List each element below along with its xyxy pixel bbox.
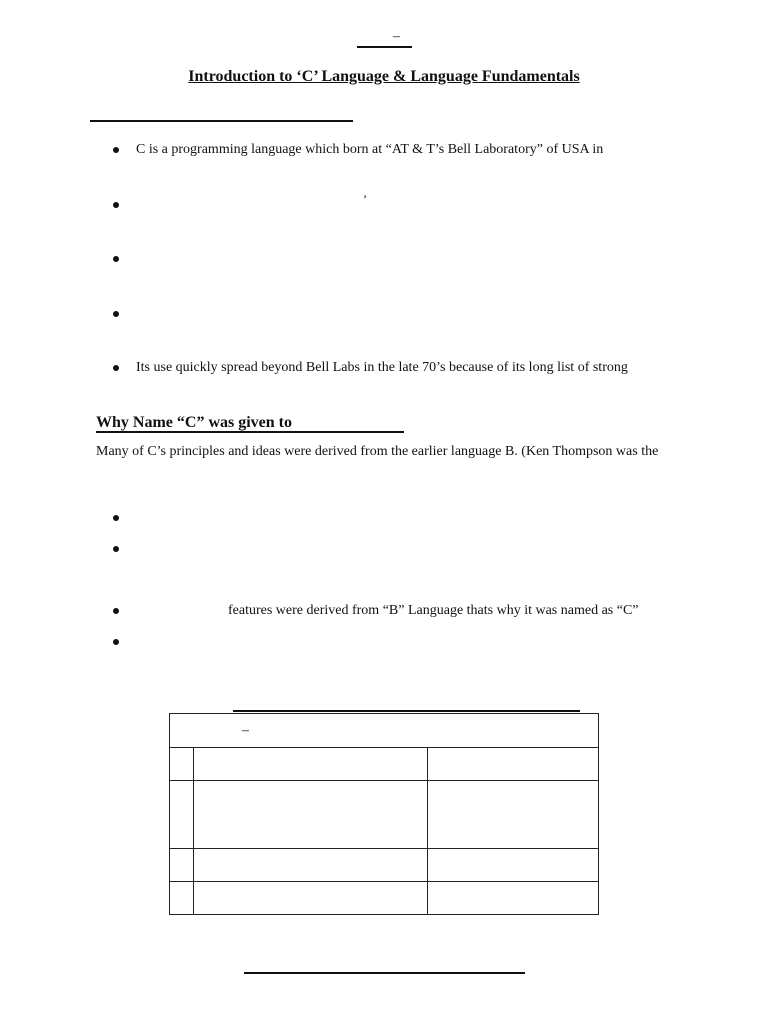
bullet-dot-9	[113, 639, 119, 645]
table-caption-rule	[233, 710, 580, 712]
intro-bullet-1: C is a programming language which born at “AT & T’s Bell Laboratory” of USA in	[136, 142, 604, 157]
bullet-dot-2	[113, 202, 119, 208]
table-header-border	[170, 747, 598, 748]
page-title: Introduction to ‘C’ Language & Language Fundamentals	[188, 68, 580, 85]
table-row-line-2	[170, 848, 598, 849]
section-heading-underline	[96, 431, 404, 433]
bullet-dot-7	[113, 546, 119, 552]
comparison-table	[169, 713, 599, 915]
bottom-rule	[244, 972, 525, 974]
table-col-line-1	[193, 748, 194, 914]
bullet-dot-4	[113, 311, 119, 317]
bullet-dot-1	[113, 147, 119, 153]
table-header-mark: –	[242, 723, 249, 738]
title-separator-rule	[90, 120, 353, 122]
bullet-dot-5	[113, 365, 119, 371]
top-mark: –	[393, 29, 400, 44]
bullet-dot-8	[113, 608, 119, 614]
stray-mark: ’	[363, 192, 367, 206]
table-col-line-2	[427, 748, 428, 914]
table-row-line-3	[170, 881, 598, 882]
table-row-line-1	[170, 780, 598, 781]
name-bullet-3: features were derived from “B” Language thats why it was named as “C”	[228, 603, 639, 618]
section-heading: Why Name “C” was given to	[96, 414, 292, 431]
section-paragraph: Many of C’s principles and ideas were derived from the earlier language B. (Ken Thompson was the	[96, 444, 659, 459]
top-underline	[357, 46, 412, 48]
bullet-dot-6	[113, 515, 119, 521]
intro-bullet-5: Its use quickly spread beyond Bell Labs in the late 70’s because of its long list of strong	[136, 360, 628, 375]
bullet-dot-3	[113, 256, 119, 262]
